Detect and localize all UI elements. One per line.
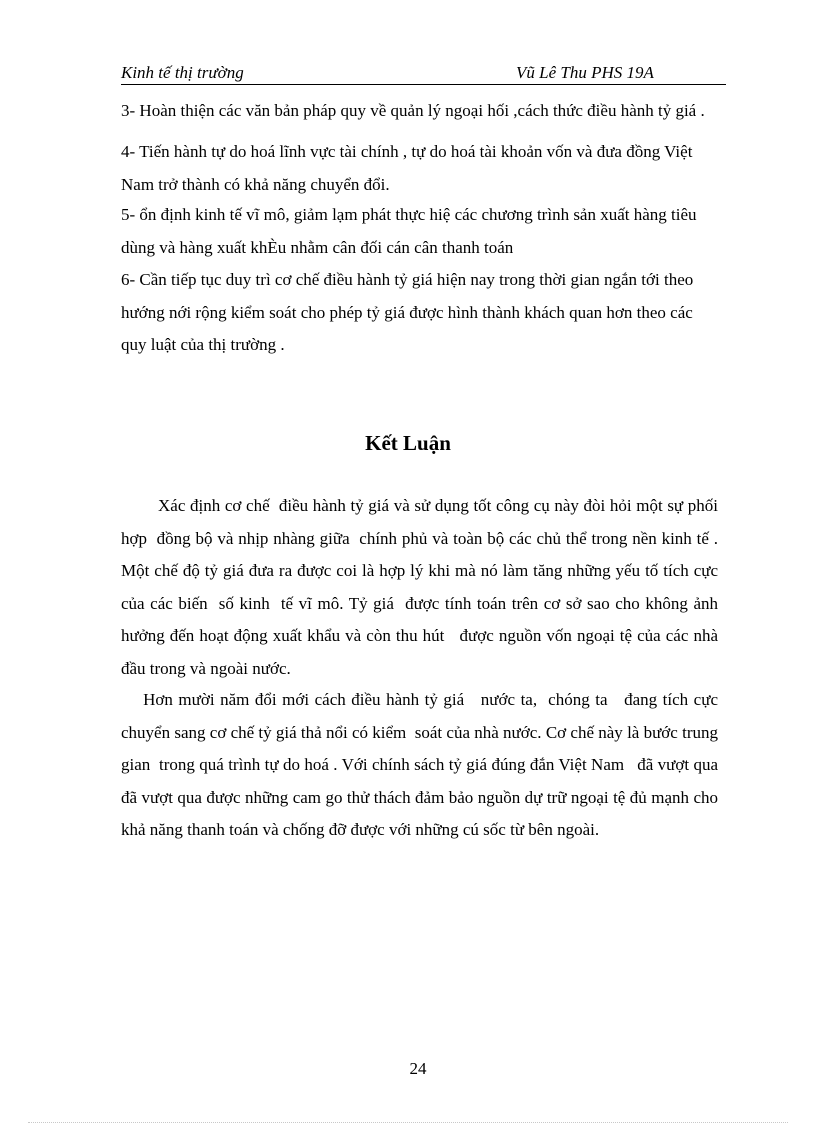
page-number: 24 [409, 1059, 427, 1078]
list-item: 6- Cần tiếp tục duy trì cơ chế điều hành tỷ giá hiện nay trong thời gian ngắn tới theo hướng nới rộng kiểm soát cho phép tỷ giá được hình thành khách quan hơn theo các quy luật của thị trường . [121, 270, 694, 354]
header-subject: Kinh tế thị trường [121, 63, 244, 82]
conclusion-paragraph: Hơn mười năm đổi mới cách điều hành tỷ giá nước ta, chóng ta đang tích cực chuyển sang cơ chế tỷ giá thả nổi có kiểm soát của nhà nước. Cơ chế này là bước trung gian trong quá trình tự do hoá . Với chính sách tỷ giá đúng đắn Việt Nam đã vượt qua đã vượt qua được những cam go thử thách đảm bảo nguồn dự trữ ngoại tệ đủ mạnh cho khả năng thanh toán và chống đỡ được với những cú sốc từ bên ngoài. [121, 690, 723, 839]
header-author: Vũ Lê Thu PHS 19A [516, 63, 654, 82]
list-item: 3- Hoàn thiện các văn bản pháp quy về quản lý ngoại hối ,cách thức điều hành tỷ giá . [121, 101, 705, 120]
list-item: 4- Tiến hành tự do hoá lĩnh vực tài chính , tự do hoá tài khoản vốn và đưa đồng Việt Nam trở thành có khả năng chuyển đổi. [121, 142, 693, 194]
page-header [121, 62, 726, 85]
list-item: 5- ổn định kinh tế vĩ mô, giảm lạm phát thực hiệ các chương trình sản xuất hàng tiêu dùng và hàng xuất khÈu nhằm cân đối cán cân thanh toán [121, 205, 697, 257]
section-title: Kết Luận [365, 431, 451, 455]
conclusion-paragraph: Xác định cơ chế điều hành tỷ giá và sử dụng tốt công cụ này đòi hỏi một sự phối hợp đồng bộ và nhịp nhàng giữa chính phủ và toàn bộ các chủ thể trong nền kinh tế . Một chế độ tỷ giá đưa ra được coi là hợp lý khi mà nó làm tăng những yếu tố tích cực của các biến số kinh tế vĩ mô. Tỷ giá được tính toán trên cơ sở sao cho không ảnh hưởng đến hoạt động xuất khẩu và còn thu hút được nguồn vốn ngoại tệ của các nhà đầu trong và ngoài nước. [121, 496, 723, 678]
